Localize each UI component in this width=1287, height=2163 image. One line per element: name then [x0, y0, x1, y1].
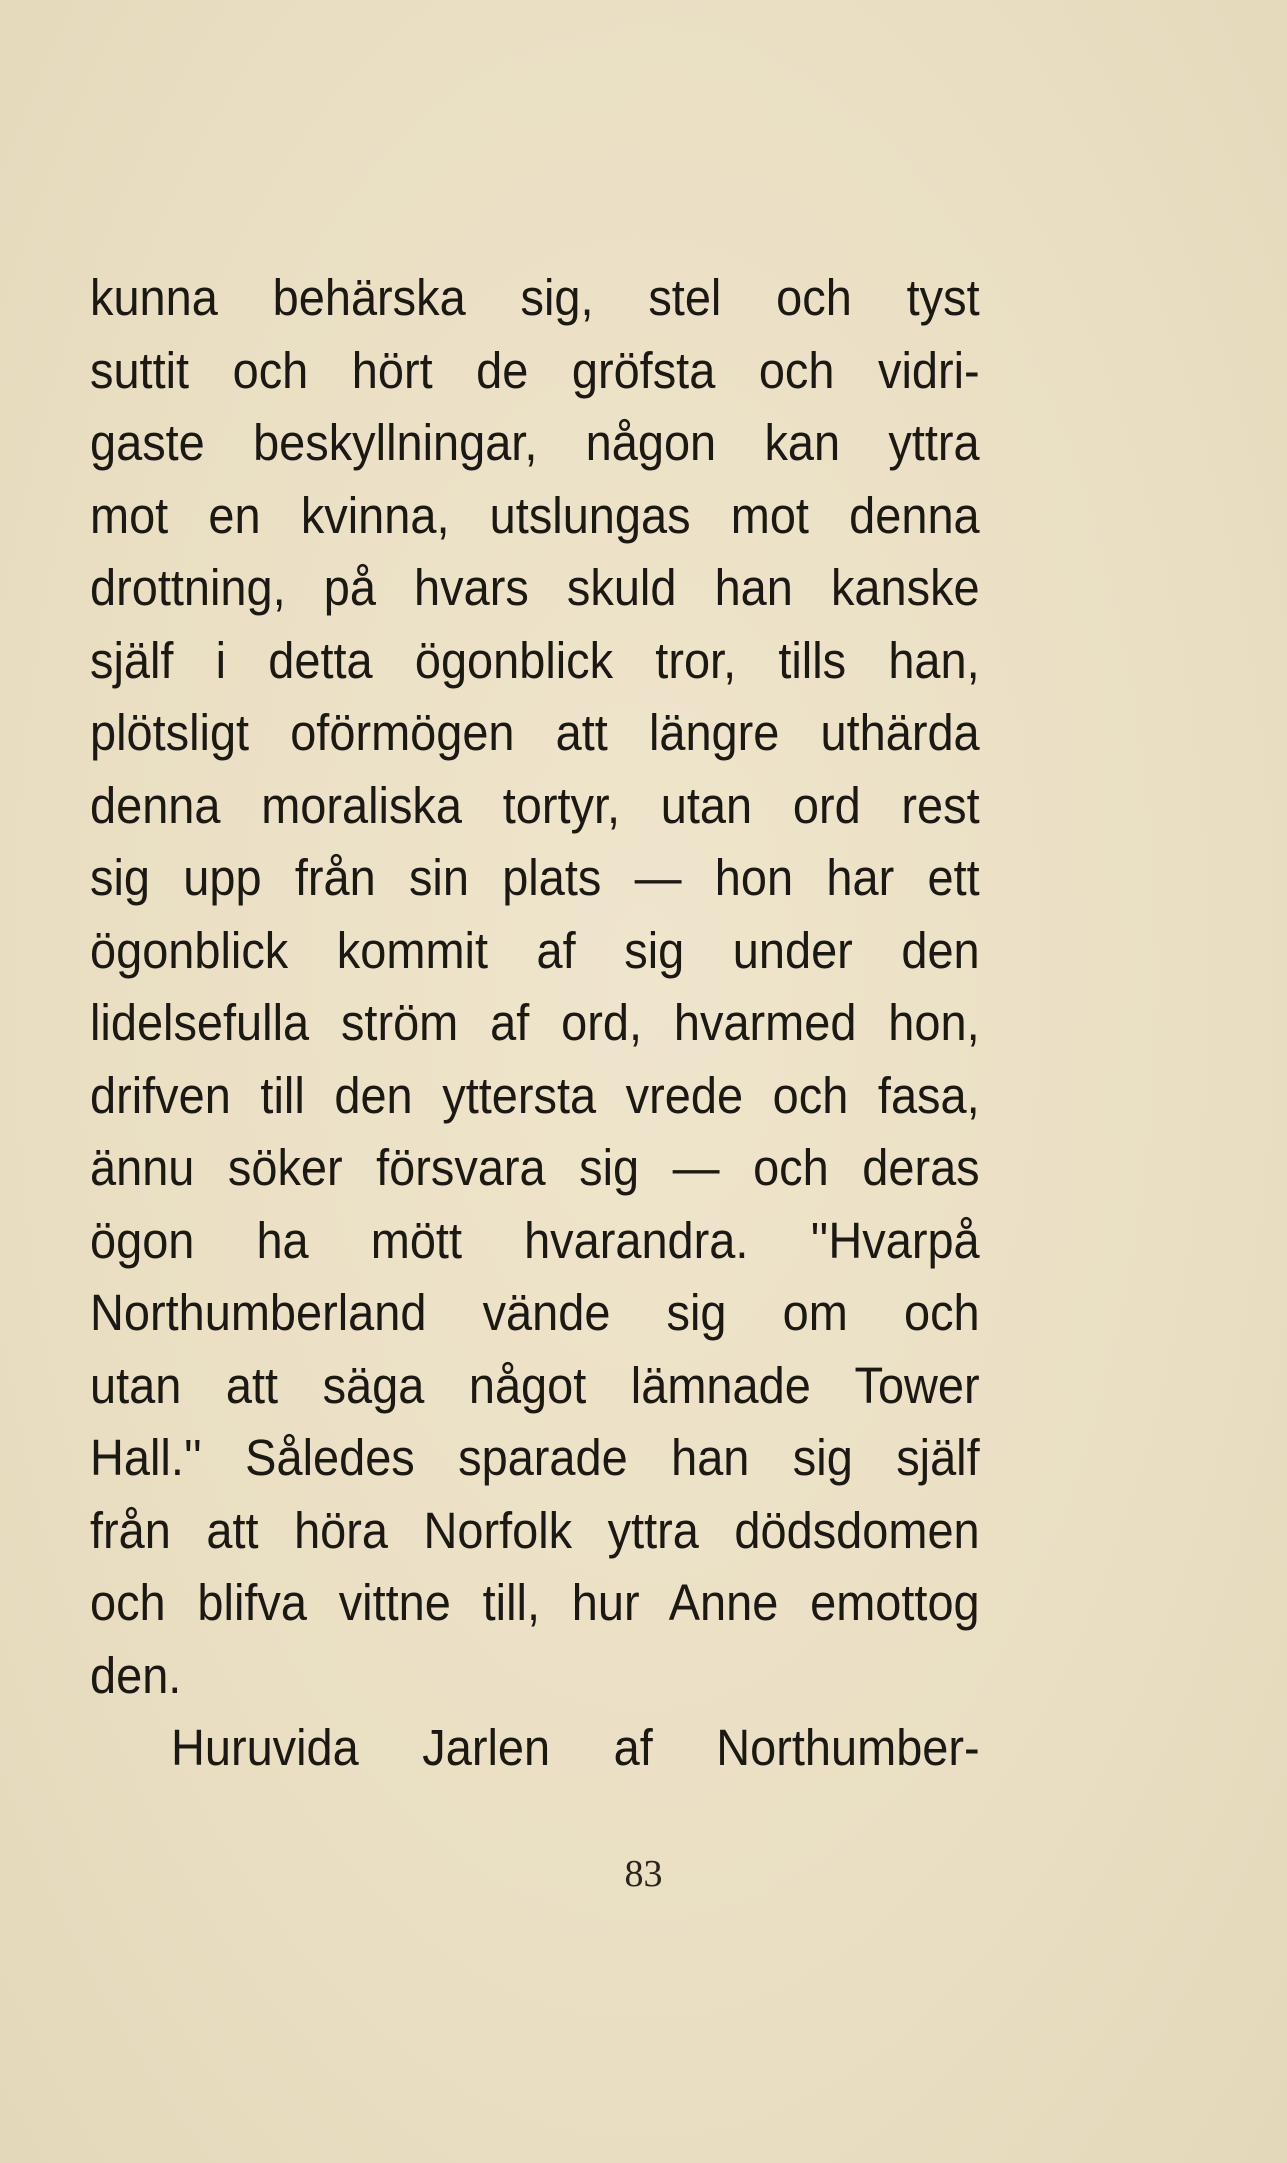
text-line: drifven till den yttersta vrede och fasa,	[90, 1066, 980, 1124]
text-line: gaste beskyllningar, någon kan yttra	[90, 414, 980, 471]
text-line: lidelsefulla ström af ord, hvarmed hon,	[90, 994, 980, 1051]
text-line-paragraph-end: den.	[90, 1646, 182, 1704]
text-line: mot en kvinna, utslungas mot denna	[90, 486, 980, 544]
text-line: Hall.'' Således sparade han sig själf	[90, 1429, 980, 1486]
text-line: denna moraliska tortyr, utan ord rest	[90, 776, 980, 834]
text-line: suttit och hört de gröfsta och vidri-	[90, 341, 980, 399]
text-line-paragraph-start: Huruvida Jarlen af Northumber-	[170, 1719, 980, 1776]
text-line: ögonblick kommit af sig under den	[90, 921, 980, 979]
text-line: själf i detta ögonblick tror, tills han,	[90, 631, 980, 689]
text-line: drottning, på hvars skuld han kanske	[90, 559, 980, 616]
text-line: och blifva vittne till, hur Anne emottog	[90, 1574, 980, 1631]
text-line: kunna behärska sig, stel och tyst	[90, 269, 980, 326]
text-line: ögon ha mött hvarandra. ''Hvarpå	[90, 1211, 980, 1269]
text-line: sig upp från sin plats — hon har ett	[90, 849, 980, 906]
text-line: ännu söker försvara sig — och deras	[90, 1139, 980, 1196]
text-line: från att höra Norfolk yttra dödsdomen	[90, 1501, 980, 1559]
text-line: utan att säga något lämnade Tower	[90, 1356, 980, 1414]
page-number: 83	[624, 1853, 663, 1895]
text-line: plötsligt oförmögen att längre uthärda	[90, 704, 980, 761]
body-text	[90, 262, 980, 1785]
text-line: Northumberland vände sig om och	[90, 1284, 980, 1341]
